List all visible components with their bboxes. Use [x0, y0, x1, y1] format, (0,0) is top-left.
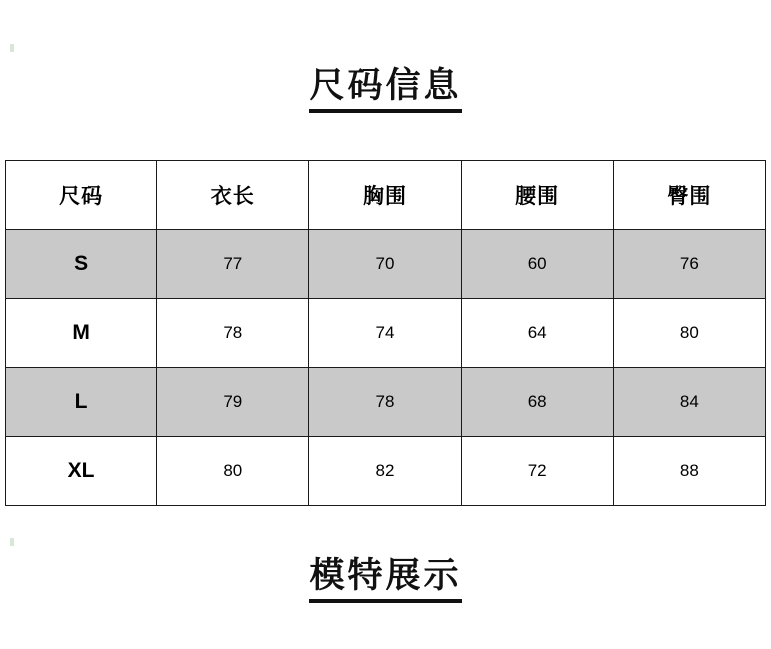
size-info-table — [5, 160, 766, 506]
table-cell-waist: 68 — [461, 368, 613, 437]
size-info-title — [0, 68, 771, 113]
table-cell-length: 77 — [157, 230, 309, 299]
table-cell-hip: 84 — [613, 368, 765, 437]
table-cell-waist: 64 — [461, 299, 613, 368]
table-header-cell-hip: 臀围 — [613, 161, 765, 230]
table-cell-size: M — [6, 299, 157, 368]
table-cell-hip: 76 — [613, 230, 765, 299]
table-cell-hip: 80 — [613, 299, 765, 368]
table-header-cell-bust: 胸围 — [309, 161, 461, 230]
table-header-cell-length: 衣长 — [157, 161, 309, 230]
table-row — [6, 437, 766, 506]
page-marker-top — [10, 44, 14, 52]
table-row — [6, 368, 766, 437]
table-cell-waist: 60 — [461, 230, 613, 299]
table-cell-length: 79 — [157, 368, 309, 437]
model-display-title — [0, 558, 771, 603]
table-cell-size: L — [6, 368, 157, 437]
table-cell-length: 80 — [157, 437, 309, 506]
table-cell-size: XL — [6, 437, 157, 506]
table-cell-bust: 70 — [309, 230, 461, 299]
table-header-row — [6, 161, 766, 230]
table-header-cell-size: 尺码 — [6, 161, 157, 230]
table-cell-bust: 74 — [309, 299, 461, 368]
model-display-title-text: 模特展示 — [309, 558, 461, 603]
table-cell-bust: 78 — [309, 368, 461, 437]
table-header-cell-waist: 腰围 — [461, 161, 613, 230]
table-row — [6, 230, 766, 299]
table-row — [6, 299, 766, 368]
table-cell-length: 78 — [157, 299, 309, 368]
size-info-title-text: 尺码信息 — [309, 68, 461, 113]
size-table-head — [6, 161, 766, 230]
table-cell-bust: 82 — [309, 437, 461, 506]
page-marker-bottom — [10, 538, 14, 546]
size-table-body — [6, 230, 766, 506]
table-cell-size: S — [6, 230, 157, 299]
table-cell-hip: 88 — [613, 437, 765, 506]
table-cell-waist: 72 — [461, 437, 613, 506]
